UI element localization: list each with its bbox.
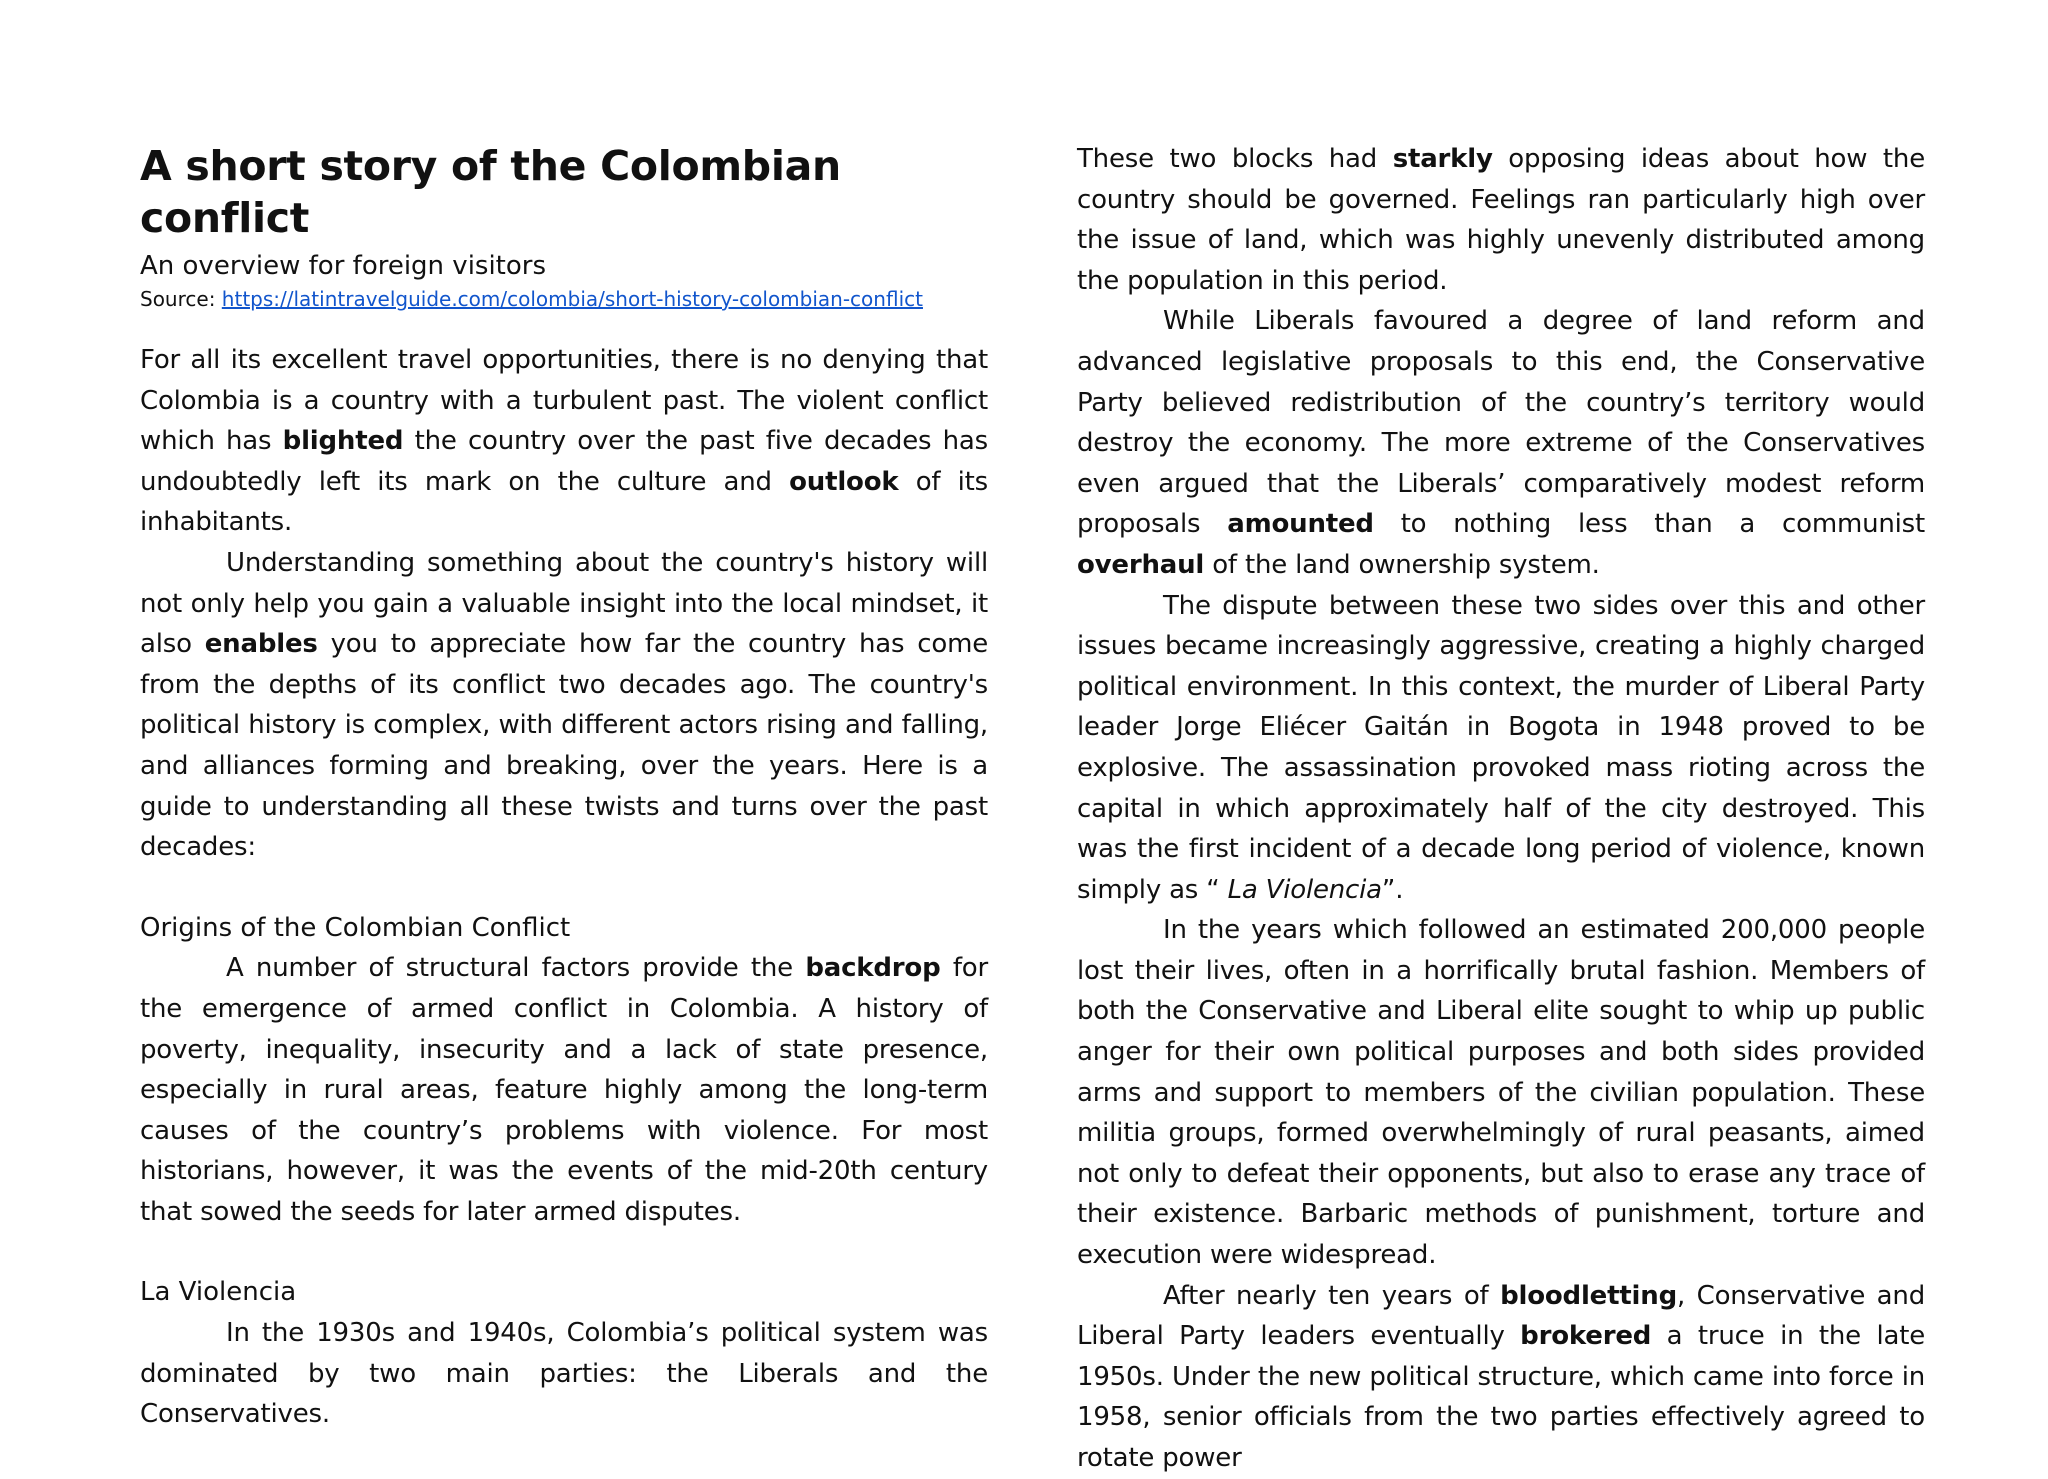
source-label: Source:: [140, 287, 222, 311]
source-line: [140, 284, 988, 314]
bold-term-overhaul: overhaul: [1077, 549, 1205, 580]
text-segment: of its inhabitants.: [140, 466, 989, 538]
text-segment: of the land ownership system.: [1204, 549, 1600, 580]
text-segment: , Conservative and Liberal Party leaders eventually: [1077, 1280, 1925, 1352]
text-segment: Understanding something about the country's history will not only help you gain a valuable insight into the local mindset, it also: [140, 547, 988, 660]
text-segment: In the years which followed an estimated 200,000 people lost their lives, often in a horrifically brutal fashion. Members of both the Conservative and Liberal elite sought to whip up public anger for their own political purposes and both sides provided arms and support to members of the civilian population. These militia groups, formed overwhelmingly of rural peasants, aimed not only to defeat their opponents, but also to erase any trace of their existence. Barbaric methods of punishment, torture and execution were widespread.: [1077, 915, 1925, 1271]
bold-term-starkly: starkly: [1392, 144, 1493, 174]
text-segment: A number of structural factors provide the: [226, 953, 806, 984]
bold-term-backdrop: backdrop: [805, 953, 941, 984]
section-heading-la-violencia: La Violencia: [140, 1277, 297, 1308]
text-segment: After nearly ten years of: [1163, 1280, 1501, 1311]
text-segment: These two blocks had: [1077, 144, 1393, 174]
text-segment: opposing ideas about how the country should be governed. Feelings ran particularly high over the issue of land, which was highly unevenly distributed among the population in this period.: [1077, 144, 1925, 296]
source-link[interactable]: https://latintravelguide.com/colombia/short-history-colombian-conflict: [221, 287, 923, 311]
right-paragraph-1: [1077, 139, 1925, 301]
right-paragraph-3: [1077, 586, 1925, 911]
la-violencia-paragraph: [140, 1313, 988, 1435]
text-segment: a truce in the late 1950s. Under the new political structure, which came into force in 1958, senior officials from the two parties effectively agreed to rotate power: [1077, 1321, 1925, 1473]
left-column: [140, 140, 988, 1435]
right-paragraph-4: [1077, 910, 1925, 1275]
bold-term-outlook: outlook: [789, 466, 899, 497]
bold-term-blighted: blighted: [282, 426, 404, 457]
right-paragraph-2: [1077, 301, 1925, 585]
text-segment: For all its excellent travel opportunities, there is no denying that Colombia is a country with a turbulent past. The violent conflict which has: [140, 345, 988, 457]
text-segment: the country over the past five decades has undoubtedly left its mark on the culture and: [140, 426, 988, 497]
text-segment: for the emergence of armed conflict in Colombia. A history of poverty, inequality, insecurity and a lack of state presence, especially in rural areas, feature highly among the long-term causes of the country’s problems with violence. For most historians, however, it was the events of the mid-20th century that sowed the seeds for later armed disputes.: [140, 953, 988, 1227]
text-segment: ”.: [1381, 874, 1404, 905]
text-segment: The dispute between these two sides over this and other issues became increasingly aggressive, creating a highly charged political environment. In this context, the murder of Liberal Party leader Jorge Eliécer Gaitán in Bogota in 1948 proved to be explosive. The assassination provoked mass rioting across the capital in which approximately half of the city destroyed. This was the first incident of a decade long period of violence, known simply as “: [1077, 590, 1925, 905]
intro-paragraph-1: [140, 340, 988, 543]
intro-paragraph-2: [140, 543, 988, 868]
right-paragraph-5: [1077, 1276, 1925, 1479]
spacer: [140, 314, 988, 340]
bold-term-brokered: brokered: [1520, 1321, 1652, 1352]
text-segment: In the 1930s and 1940s, Colombia’s political system was dominated by two main parties: the Liberals and the Conservatives.: [140, 1318, 988, 1430]
text-segment: While Liberals favoured a degree of land reform and advanced legislative proposals to this end, the Conservative Party believed redistribution of the country’s territory would destroy the economy. The more extreme of the Conservatives even argued that the Liberals’ comparatively modest reform proposals: [1077, 306, 1925, 540]
document-title: A short story of the Colombian conflict: [140, 142, 841, 242]
bold-term-bloodletting: bloodletting: [1500, 1280, 1677, 1311]
text-segment: you to appreciate how far the country has come from the depths of its conflict two decades ago. The country's political history is complex, with different actors rising and falling, and alliances forming and breaking, over the years. Here is a guide to understanding all these twists and turns over the past decades:: [140, 629, 989, 863]
bold-term-amounted: amounted: [1227, 509, 1374, 540]
origins-paragraph: [140, 948, 988, 1232]
bold-term-enables: enables: [204, 629, 318, 660]
text-segment: to nothing less than a communist: [1373, 509, 1925, 540]
section-heading-origins: Origins of the Colombian Conflict: [140, 912, 571, 943]
italic-term-la-violencia: La Violencia: [1227, 874, 1382, 905]
right-column: [1077, 139, 1925, 1479]
document-subtitle: An overview for foreign visitors: [140, 251, 547, 281]
